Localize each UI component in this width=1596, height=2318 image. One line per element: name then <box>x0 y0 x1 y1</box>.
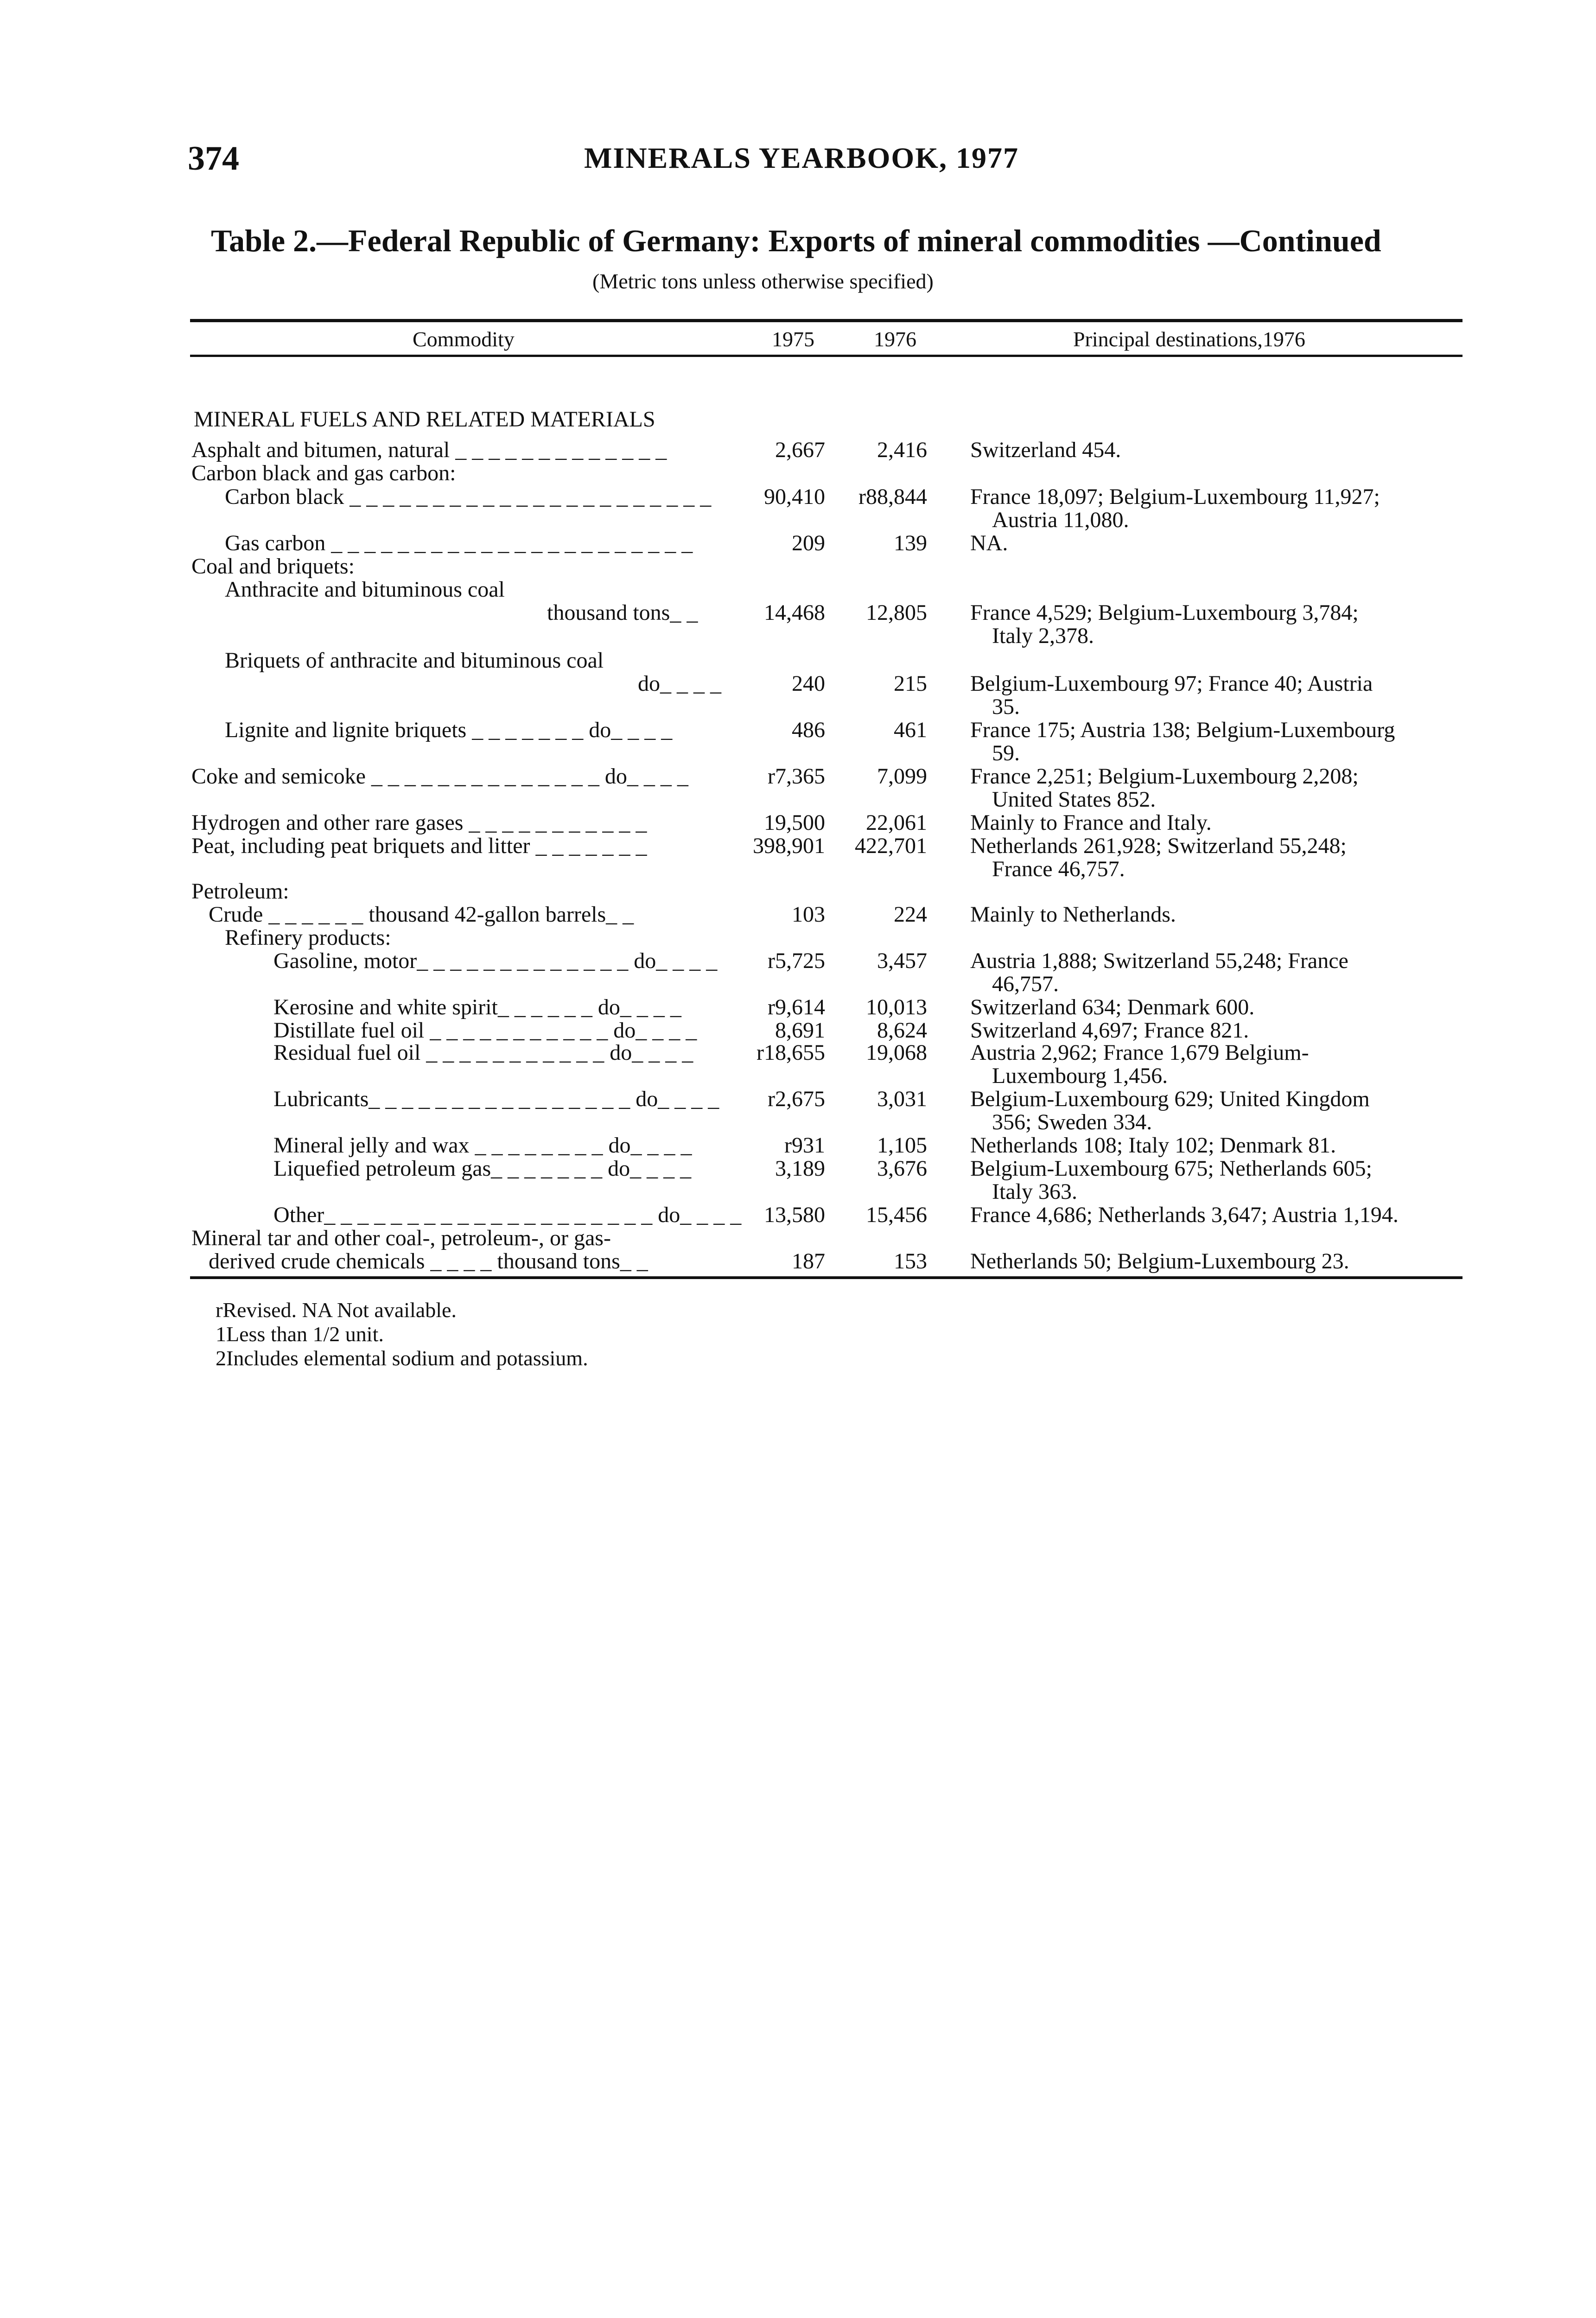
value-1976-cell: 3,457 <box>877 949 927 973</box>
commodity-cell: Gas carbon _ _ _ _ _ _ _ _ _ _ _ _ _ _ _ _ _ _ _ _ _ _ <box>225 531 693 555</box>
value-1976-cell: 10,013 <box>866 995 927 1019</box>
destination-cell: Italy 2,378. <box>992 624 1094 648</box>
destination-cell: France 2,251; Belgium-Luxembourg 2,208; <box>970 764 1359 789</box>
table-row <box>0 672 1596 695</box>
value-1976-cell: 22,061 <box>866 810 927 835</box>
value-1975-cell: r9,614 <box>768 995 825 1019</box>
column-header-commodity: Commodity <box>413 327 515 351</box>
destination-cell: Belgium-Luxembourg 629; United Kingdom <box>970 1087 1370 1111</box>
commodity-cell: Peat, including peat briquets and litter _ _ _ _ _ _ _ <box>191 834 647 858</box>
commodity-cell: Mineral jelly and wax _ _ _ _ _ _ _ _ do_ _ _ _ <box>273 1133 692 1158</box>
value-1976-cell: 19,068 <box>866 1040 927 1065</box>
section-heading: MINERAL FUELS AND RELATED MATERIALS <box>194 407 655 432</box>
commodity-cell: Other_ _ _ _ _ _ _ _ _ _ _ _ _ _ _ _ _ _ _ _ do_ _ _ _ <box>273 1203 742 1227</box>
column-header-destinations: Principal destinations,1976 <box>1073 327 1305 351</box>
value-1975-cell: r7,365 <box>768 764 825 789</box>
value-1975-cell: 19,500 <box>764 810 825 835</box>
commodity-cell: Asphalt and bitumen, natural _ _ _ _ _ _ _ _ _ _ _ _ _ <box>191 438 667 462</box>
commodity-cell: Residual fuel oil _ _ _ _ _ _ _ _ _ _ _ do_ _ _ _ <box>273 1040 693 1065</box>
table-row <box>0 532 1596 555</box>
destination-cell: Austria 11,080. <box>992 508 1129 532</box>
value-1975-cell: 8,691 <box>775 1018 825 1043</box>
table-row <box>0 485 1596 509</box>
table-row <box>0 719 1596 742</box>
destination-cell: Belgium-Luxembourg 675; Netherlands 605; <box>970 1156 1372 1181</box>
value-1975-cell: 14,468 <box>764 600 825 625</box>
table-row <box>0 439 1596 462</box>
destination-cell: Switzerland 634; Denmark 600. <box>970 995 1255 1019</box>
table-row <box>0 1041 1596 1064</box>
value-1975-cell: r5,725 <box>768 949 825 973</box>
table-row <box>0 555 1596 578</box>
table-row <box>0 858 1596 881</box>
commodity-cell: derived crude chemicals _ _ _ _ thousand tons_ _ <box>209 1249 648 1274</box>
table-row <box>0 695 1596 719</box>
value-1976-cell: 3,676 <box>877 1156 927 1181</box>
table-row <box>0 811 1596 834</box>
commodity-cell: Liquefied petroleum gas_ _ _ _ _ _ _ do_ _ _ _ <box>273 1156 692 1181</box>
table-row <box>0 462 1596 485</box>
value-1976-cell: 224 <box>894 902 927 927</box>
commodity-cell: Crude _ _ _ _ _ _ thousand 42-gallon barrels_ _ <box>209 902 634 927</box>
commodity-cell: Anthracite and bituminous coal <box>225 577 505 602</box>
column-header-1976: 1976 <box>874 327 916 351</box>
commodity-cell: Carbon black _ _ _ _ _ _ _ _ _ _ _ _ _ _ _ _ _ _ _ _ _ _ <box>225 484 712 509</box>
value-1976-cell: 8,624 <box>877 1018 927 1043</box>
destination-cell: Austria 1,888; Switzerland 55,248; France <box>970 949 1348 973</box>
value-1975-cell: 209 <box>792 531 825 555</box>
destination-cell: Italy 363. <box>992 1179 1077 1204</box>
destination-cell: France 4,529; Belgium-Luxembourg 3,784; <box>970 600 1359 625</box>
destination-cell: France 18,097; Belgium-Luxembourg 11,927; <box>970 484 1380 509</box>
commodity-cell: Petroleum: <box>191 879 289 904</box>
destination-cell: Austria 2,962; France 1,679 Belgium- <box>970 1040 1309 1065</box>
value-1976-cell: 153 <box>894 1249 927 1274</box>
table-row <box>0 996 1596 1019</box>
table-bottom-rule <box>190 1276 1462 1279</box>
table-row <box>0 1204 1596 1227</box>
commodity-cell: Mineral tar and other coal-, petroleum-, or gas- <box>191 1226 611 1250</box>
value-1975-cell: 187 <box>792 1249 825 1274</box>
value-1976-cell: 1,105 <box>877 1133 927 1158</box>
table-row <box>0 742 1596 765</box>
destination-cell: France 175; Austria 138; Belgium-Luxembourg <box>970 718 1395 742</box>
table-row <box>0 949 1596 973</box>
table-row <box>0 880 1596 903</box>
value-1976-cell: 3,031 <box>877 1087 927 1111</box>
destination-cell: 46,757. <box>992 972 1059 996</box>
value-1975-cell: 2,667 <box>775 438 825 462</box>
table-subtitle: (Metric tons unless otherwise specified) <box>592 269 934 293</box>
value-1975-cell: 13,580 <box>764 1203 825 1227</box>
destination-cell: Netherlands 108; Italy 102; Denmark 81. <box>970 1133 1336 1158</box>
value-1975-cell: 103 <box>792 902 825 927</box>
commodity-cell: Refinery products: <box>225 925 391 950</box>
table-row <box>0 765 1596 788</box>
value-1976-cell: 139 <box>894 531 927 555</box>
commodity-cell: Lignite and lignite briquets _ _ _ _ _ _ _ do_ _ _ _ <box>225 718 673 742</box>
commodity-cell: Coal and briquets: <box>191 554 355 579</box>
table-row <box>0 1134 1596 1157</box>
destination-cell: NA. <box>970 531 1008 555</box>
value-1976-cell: 461 <box>894 718 927 742</box>
destination-cell: Belgium-Luxembourg 97; France 40; Austria <box>970 671 1373 696</box>
table-row <box>0 1157 1596 1180</box>
commodity-cell: do_ _ _ _ <box>638 671 721 696</box>
commodity-cell: Kerosine and white spirit_ _ _ _ _ _ do_ _ _ _ <box>273 995 681 1019</box>
table-row <box>0 1250 1596 1273</box>
destination-cell: 35. <box>992 694 1020 719</box>
commodity-cell: Lubricants_ _ _ _ _ _ _ _ _ _ _ _ _ _ _ _ do_ _ _ _ <box>273 1087 719 1111</box>
value-1976-cell: 422,701 <box>855 834 927 858</box>
table-row <box>0 926 1596 949</box>
commodity-cell: Carbon black and gas carbon: <box>191 461 456 485</box>
value-1976-cell: 12,805 <box>866 600 927 625</box>
commodity-cell: Distillate fuel oil _ _ _ _ _ _ _ _ _ _ _ do_ _ _ _ <box>273 1018 697 1043</box>
value-1975-cell: 486 <box>792 718 825 742</box>
page-number: 374 <box>188 140 239 178</box>
destination-cell: Netherlands 50; Belgium-Luxembourg 23. <box>970 1249 1349 1274</box>
value-1975-cell: 90,410 <box>764 484 825 509</box>
destination-cell: Switzerland 454. <box>970 438 1121 462</box>
destination-cell: Luxembourg 1,456. <box>992 1063 1168 1088</box>
value-1975-cell: 3,189 <box>775 1156 825 1181</box>
table-row <box>0 1227 1596 1250</box>
commodity-cell: Briquets of anthracite and bituminous coal <box>225 648 604 673</box>
table-row <box>0 509 1596 532</box>
footnote-2: 2Includes elemental sodium and potassium. <box>216 1346 588 1370</box>
table-row <box>0 578 1596 601</box>
commodity-cell: Gasoline, motor_ _ _ _ _ _ _ _ _ _ _ _ _ do_ _ _ _ <box>273 949 718 973</box>
value-1976-cell: 215 <box>894 671 927 696</box>
value-1975-cell: r2,675 <box>768 1087 825 1111</box>
table-row <box>0 1064 1596 1088</box>
destination-cell: France 4,686; Netherlands 3,647; Austria 1,194. <box>970 1203 1399 1227</box>
table-row <box>0 1180 1596 1204</box>
table-row <box>0 601 1596 624</box>
commodity-cell: Hydrogen and other rare gases _ _ _ _ _ _ _ _ _ _ _ <box>191 810 647 835</box>
destination-cell: 59. <box>992 741 1020 765</box>
value-1976-cell: r88,844 <box>858 484 927 509</box>
destination-cell: United States 852. <box>992 787 1156 812</box>
table-row <box>0 903 1596 926</box>
table-row <box>0 1088 1596 1111</box>
value-1975-cell: 240 <box>792 671 825 696</box>
table-row <box>0 408 1596 431</box>
column-header-1975: 1975 <box>772 327 814 351</box>
commodity-cell: Coke and semicoke _ _ _ _ _ _ _ _ _ _ _ _ _ _ do_ _ _ _ <box>191 764 688 789</box>
running-head: MINERALS YEARBOOK, 1977 <box>584 141 1019 174</box>
footnote-1: 1Less than 1/2 unit. <box>216 1322 384 1346</box>
value-1976-cell: 2,416 <box>877 438 927 462</box>
table-row <box>0 973 1596 996</box>
value-1976-cell: 15,456 <box>866 1203 927 1227</box>
footnotes <box>216 1298 588 1370</box>
table-row <box>0 649 1596 672</box>
destination-cell: Netherlands 261,928; Switzerland 55,248; <box>970 834 1347 858</box>
value-1976-cell: 7,099 <box>877 764 927 789</box>
table-row <box>0 624 1596 648</box>
value-1975-cell: r931 <box>784 1133 825 1158</box>
table-title: Table 2.—Federal Republic of Germany: Exports of mineral commodities —Continued <box>211 223 1381 258</box>
destination-cell: 356; Sweden 334. <box>992 1110 1152 1134</box>
footnote-revised: rRevised. NA Not available. <box>216 1298 457 1322</box>
table-row <box>0 1019 1596 1042</box>
table-row <box>0 834 1596 858</box>
table-row <box>0 1111 1596 1134</box>
destination-cell: Mainly to Netherlands. <box>970 902 1176 927</box>
value-1975-cell: 398,901 <box>753 834 825 858</box>
destination-cell: Switzerland 4,697; France 821. <box>970 1018 1249 1043</box>
value-1975-cell: r18,655 <box>757 1040 825 1065</box>
destination-cell: Mainly to France and Italy. <box>970 810 1212 835</box>
commodity-cell: thousand tons_ _ <box>547 600 698 625</box>
destination-cell: France 46,757. <box>992 857 1125 881</box>
table-row <box>0 788 1596 811</box>
